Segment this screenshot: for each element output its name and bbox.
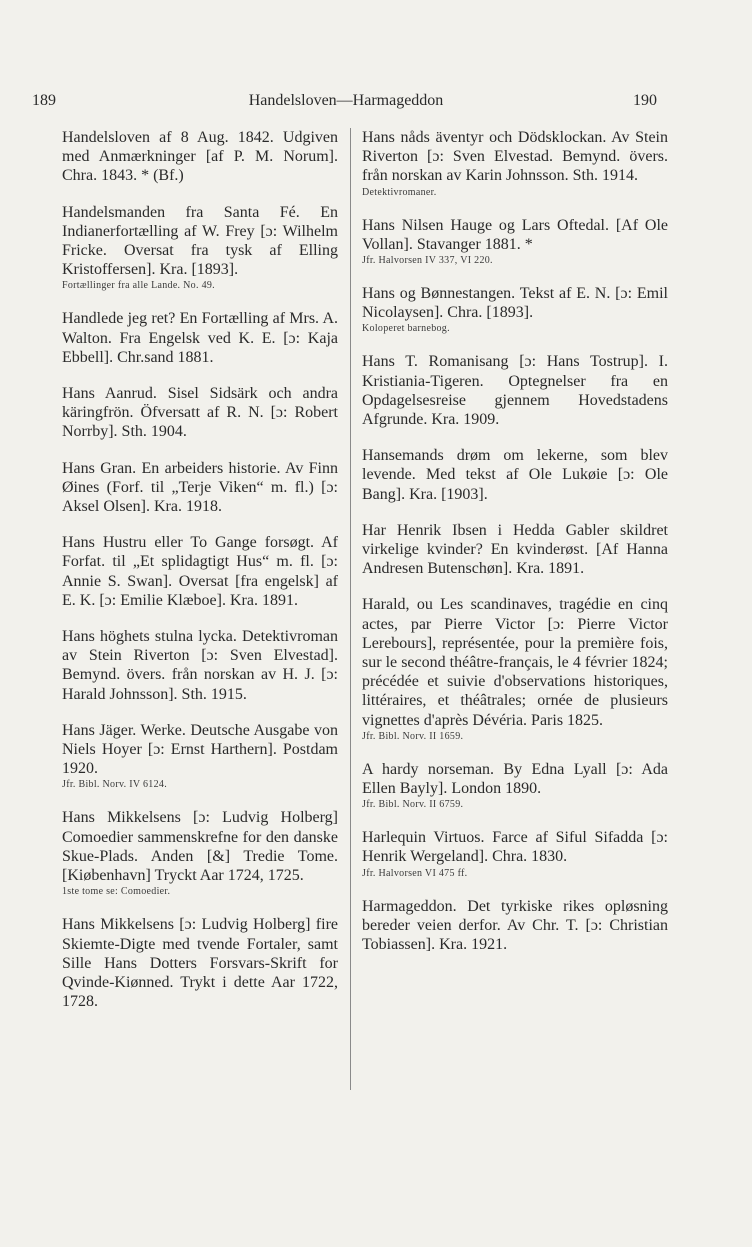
page-number-right: 190 — [633, 92, 657, 109]
entry-text: Har Henrik Ibsen i Hedda Gabler skildret virkelige kvinder? En kvinderøst. [Af Hanna Andresen Butenschøn]. Kra. 1891. — [362, 521, 668, 578]
bibliography-entry — [362, 897, 668, 955]
bibliography-entry — [62, 808, 338, 898]
bibliography-entry — [62, 533, 338, 610]
entry-text: Hans Hustru eller To Gange forsøgt. Af Forfat. til „Et splidagtigt Hus“ m. fl. [ɔ: Annie S. Swan]. Oversat [fra engelsk] af E. K. [ɔ: Emilie Klæboe]. Kra. 1891. — [62, 534, 338, 609]
entry-note: Jfr. Halvorsen IV 337, VI 220. — [362, 255, 493, 267]
column-divider — [350, 128, 351, 1090]
bibliography-entry — [362, 760, 668, 811]
entry-note: Jfr. Bibl. Norv. II 1659. — [362, 730, 464, 742]
bibliography-entry — [62, 915, 338, 1011]
running-title: Handelsloven—Harmageddon — [248, 92, 444, 109]
entry-text: Hans Aanrud. Sisel Sidsärk och andra käringfrön. Öfversatt af R. N. [ɔ: Robert Norrby]. Sth. 1904. — [62, 385, 338, 441]
entry-text: Hans T. Romanisang [ɔ: Hans Tostrup]. I. Kristiania-Tigeren. Optegnelser fra en Opdagelsesreise gjennem Hovedstadens Afgrunde. Kra. 1909. — [362, 353, 668, 429]
bibliography-entry — [362, 284, 668, 335]
entry-text: Hansemands drøm om lekerne, som blev levende. Med tekst af Ole Lukøie [ɔ: Ole Bang]. Kra. [1903]. — [362, 447, 668, 503]
entry-text: Hans Mikkelsens [ɔ: Ludvig Holberg] fire Skiemte-Digte med tvende Fortaler, samt Sille Hans Dotters Forsvars-Skrift for Qvinde-Kiønned. Trykt i dette Aar 1722, 1728. — [62, 916, 338, 1011]
bibliography-entry — [362, 828, 668, 879]
entry-text: Hans Mikkelsens [ɔ: Ludvig Holberg] Comoedier sammenskrefne for den danske Skue-Plads. Anden [&] Tredie Tome. [Kiøbenhavn] Tryckt Aar 1724, 1725. — [62, 809, 338, 885]
bibliography-entry — [62, 721, 338, 792]
entry-text: Hans Nilsen Hauge og Lars Oftedal. [Af Ole Vollan]. Stavanger 1881. * — [362, 216, 668, 253]
entry-text: Hans Gran. En arbeiders historie. Av Finn Øines (Forf. til „Terje Viken“ m. fl.) [ɔ: Aksel Olsen]. Kra. 1918. — [62, 459, 338, 516]
page-number-left: 189 — [32, 92, 56, 109]
entry-note: Kolореret barnebog. — [362, 323, 450, 335]
entry-note: Jfr. Bibl. Norv. IV 6124. — [62, 779, 167, 791]
bibliography-entry — [62, 203, 338, 293]
bibliography-entry — [362, 352, 668, 429]
entry-text: Harlequin Virtuos. Farce af Siful Sifadda [ɔ: Henrik Wergeland]. Chra. 1830. — [362, 829, 668, 866]
left-column — [62, 128, 338, 1028]
entry-note: Fortællinger fra alle Lande. No. 49. — [62, 280, 215, 292]
bibliography-entry — [62, 309, 338, 367]
bibliography-entry — [362, 595, 668, 742]
bibliography-entry — [62, 627, 338, 704]
entry-note: Jfr. Bibl. Norv. II 6759. — [362, 799, 464, 811]
bibliography-entry — [62, 459, 338, 517]
bibliography-entry — [362, 128, 668, 199]
bibliography-entry — [62, 384, 338, 442]
page-header — [0, 92, 752, 116]
entry-note: Detektivromaner. — [362, 186, 437, 198]
entry-text: Handlede jeg ret? En Fortælling af Mrs. A. Walton. Fra Engelsk ved K. E. [ɔ: Kaja Ebbell]. Chr.sand 1881. — [62, 310, 338, 366]
entry-note: Jfr. Halvorsen VI 475 ff. — [362, 867, 468, 879]
entry-text: Harmageddon. Det tyrkiske rikes opløsning bereder veien derfor. Av Chr. T. [ɔ: Christian Tobiassen]. Kra. 1921. — [362, 897, 668, 954]
entry-text: Hans og Bønnestangen. Tekst af E. N. [ɔ: Emil Nicolaysen]. Chra. [1893]. — [362, 285, 668, 322]
entry-text: A hardy norseman. By Edna Lyall [ɔ: Ada Ellen Bayly]. London 1890. — [362, 760, 668, 798]
bibliography-entry — [362, 521, 668, 579]
entry-text: Hans Jäger. Werke. Deutsche Ausgabe von Niels Hoyer [ɔ: Ernst Harthern]. Postdam 1920. — [62, 721, 338, 778]
bibliography-entry — [362, 446, 668, 504]
bibliography-entry — [62, 128, 338, 186]
entry-note: 1ste tome se: Comoedier. — [62, 886, 171, 898]
entry-text: Handelsloven af 8 Aug. 1842. Udgiven med Anmærkninger [af P. M. Norum]. Chra. 1843. * (Bf.) — [62, 129, 338, 185]
bibliography-entry — [362, 216, 668, 267]
entry-text: Hans höghets stulna lycka. Detektivroman av Stein Riverton [ɔ: Sven Elvestad]. Bemynd. övers. från norskan av H. J. [ɔ: Harald Johnsson]. Sth. 1915. — [62, 628, 338, 703]
right-column — [362, 128, 668, 971]
entry-text: Harald, ou Les scandinaves, tragédie en cinq actes, par Pierre Victor [ɔ: Pierre Victor Lerebours], représentée, pour la première fois, sur le second théâtre-français, le 4 février 1824; précédée et suivie d'observations historiques, littéraires, et théâtrales; ornée de plusieurs vignettes d'après Dévéria. Paris 1825. — [362, 596, 668, 729]
entry-text: Handelsmanden fra Santa Fé. En Indianerfortælling af W. Frey [ɔ: Wilhelm Fricke. Oversat fra tysk af Elling Kristoffersen]. Kra. [1893]. — [62, 203, 338, 279]
entry-text: Hans nåds äventyr och Dödsklockan. Av Stein Riverton [ɔ: Sven Elvestad. Bemynd. övers. från norskan av Karin Johnsson. Sth. 1914. — [362, 129, 668, 185]
